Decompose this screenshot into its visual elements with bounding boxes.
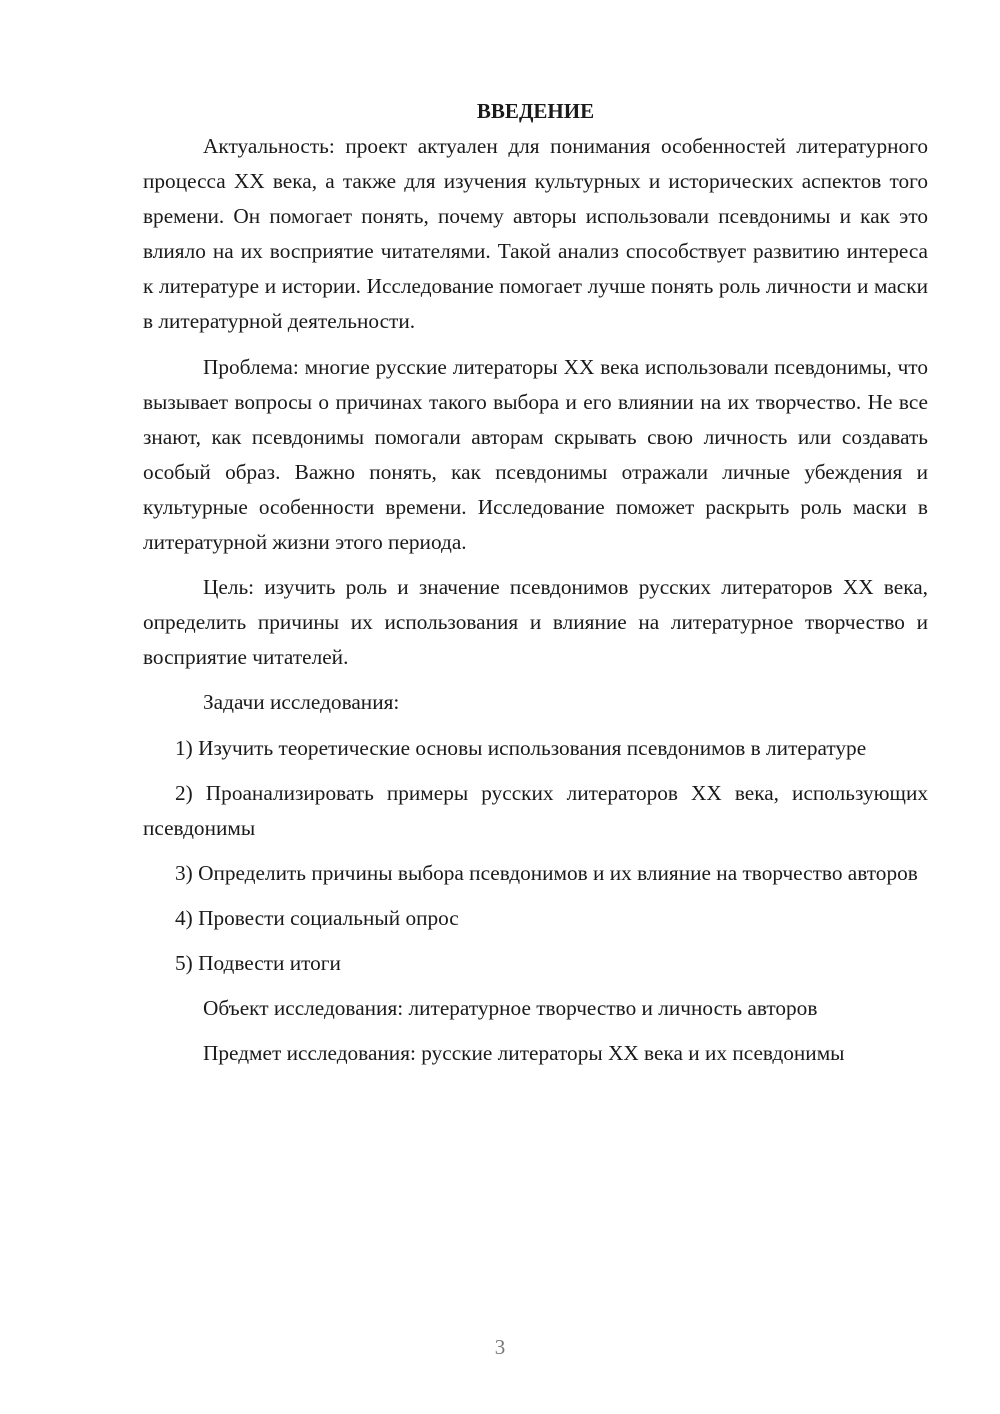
page-title: ВВЕДЕНИЕ (476, 99, 595, 123)
list-item: 5) Подвести итоги (175, 950, 341, 975)
page-number: 3 (494, 1335, 506, 1359)
tasks-heading: Задачи исследования: (203, 690, 400, 715)
goal-paragraph: Цель: изучить роль и значение псевдонимов русских литераторов XX века, определить причины их использования и влияние на литературное творчество и восприятие читателей. (143, 575, 928, 670)
subject-paragraph: Предмет исследования: русские литераторы XX века и их псевдонимы (203, 1041, 845, 1066)
list-item: 2) Проанализировать примеры русских литераторов XX века, использующих псевдонимы (143, 780, 928, 840)
document-page (143, 96, 928, 1081)
tasks-list (143, 731, 928, 982)
list-item: 3) Определить причины выбора псевдонимов и их влияние на творчество авторов (175, 860, 918, 885)
list-item: 1) Изучить теоретические основы использования псевдонимов в литературе (175, 735, 867, 760)
relevance-paragraph: Актуальность: проект актуален для понимания особенностей литературного процесса XX века, а также для изучения культурных и исторических аспектов того времени. Он помогает понять, почему авторы использовали псевдонимы и как это влияло на их восприятие читателями. Такой анализ способствует развитию интереса к литературе и истории. Исследование помогает лучше понять роль личности и маски в литературной деятельности. (143, 134, 928, 334)
object-paragraph: Объект исследования: литературное творчество и личность авторов (203, 996, 818, 1021)
list-item: 4) Провести социальный опрос (175, 905, 459, 930)
problem-paragraph: Проблема: многие русские литераторы XX века использовали псевдонимы, что вызывает вопросы о причинах такого выбора и его влиянии на их творчество. Не все знают, как псевдонимы помогали авторам скрывать свою личность или создавать особый образ. Важно понять, как псевдонимы отражали личные убеждения и культурные особенности времени. Исследование поможет раскрыть роль маски в литературной жизни этого периода. (143, 354, 928, 555)
